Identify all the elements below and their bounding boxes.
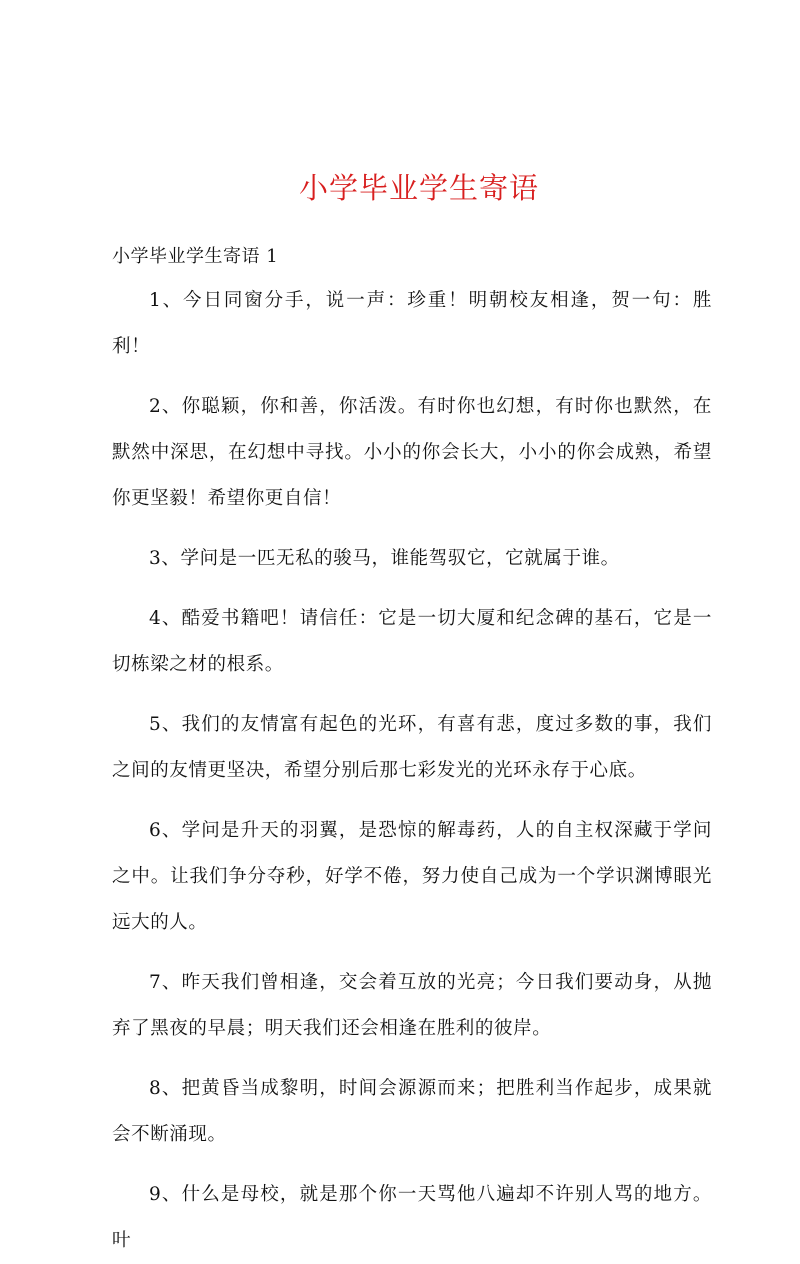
paragraph-3: 3、学问是一匹无私的骏马，谁能驾驭它，它就属于谁。	[149, 548, 620, 569]
paragraph-1: 1、今日同窗分手，说一声：珍重！明朝校友相逢，贺一句：胜利！	[112, 290, 712, 357]
paragraph-8: 8、把黄昏当成黎明，时间会源源而来；把胜利当作起步，成果就会不断涌现。	[112, 1078, 712, 1145]
paragraph-6: 6、学问是升天的羽翼，是恐惊的解毒药，人的自主权深藏于学问之中。让我们争分夺秒，好学不倦，努力使自己成为一个学识渊博眼光远大的人。	[112, 820, 712, 933]
section-subtitle: 小学毕业学生寄语 1	[112, 246, 279, 267]
paragraph-4: 4、酷爱书籍吧！请信任：它是一切大厦和纪念碑的基石，它是一切栋梁之材的根系。	[112, 608, 712, 675]
document-title: 小学毕业学生寄语	[298, 171, 539, 205]
paragraph-5: 5、我们的友情富有起色的光环，有喜有悲，度过多数的事，我们之间的友情更坚决，希望分别后那七彩发光的光环永存于心底。	[112, 714, 712, 781]
paragraph-9: 9、什么是母校，就是那个你一天骂他八遍却不许别人骂的地方。叶	[112, 1184, 712, 1251]
paragraph-7: 7、昨天我们曾相逢，交会着互放的光亮；今日我们要动身，从抛弃了黑夜的早晨；明天我们还会相逢在胜利的彼岸。	[112, 972, 712, 1039]
paragraph-2: 2、你聪颖，你和善，你活泼。有时你也幻想，有时你也默然，在默然中深思，在幻想中寻找。小小的你会长大，小小的你会成熟，希望你更坚毅！希望你更自信！	[112, 396, 712, 509]
